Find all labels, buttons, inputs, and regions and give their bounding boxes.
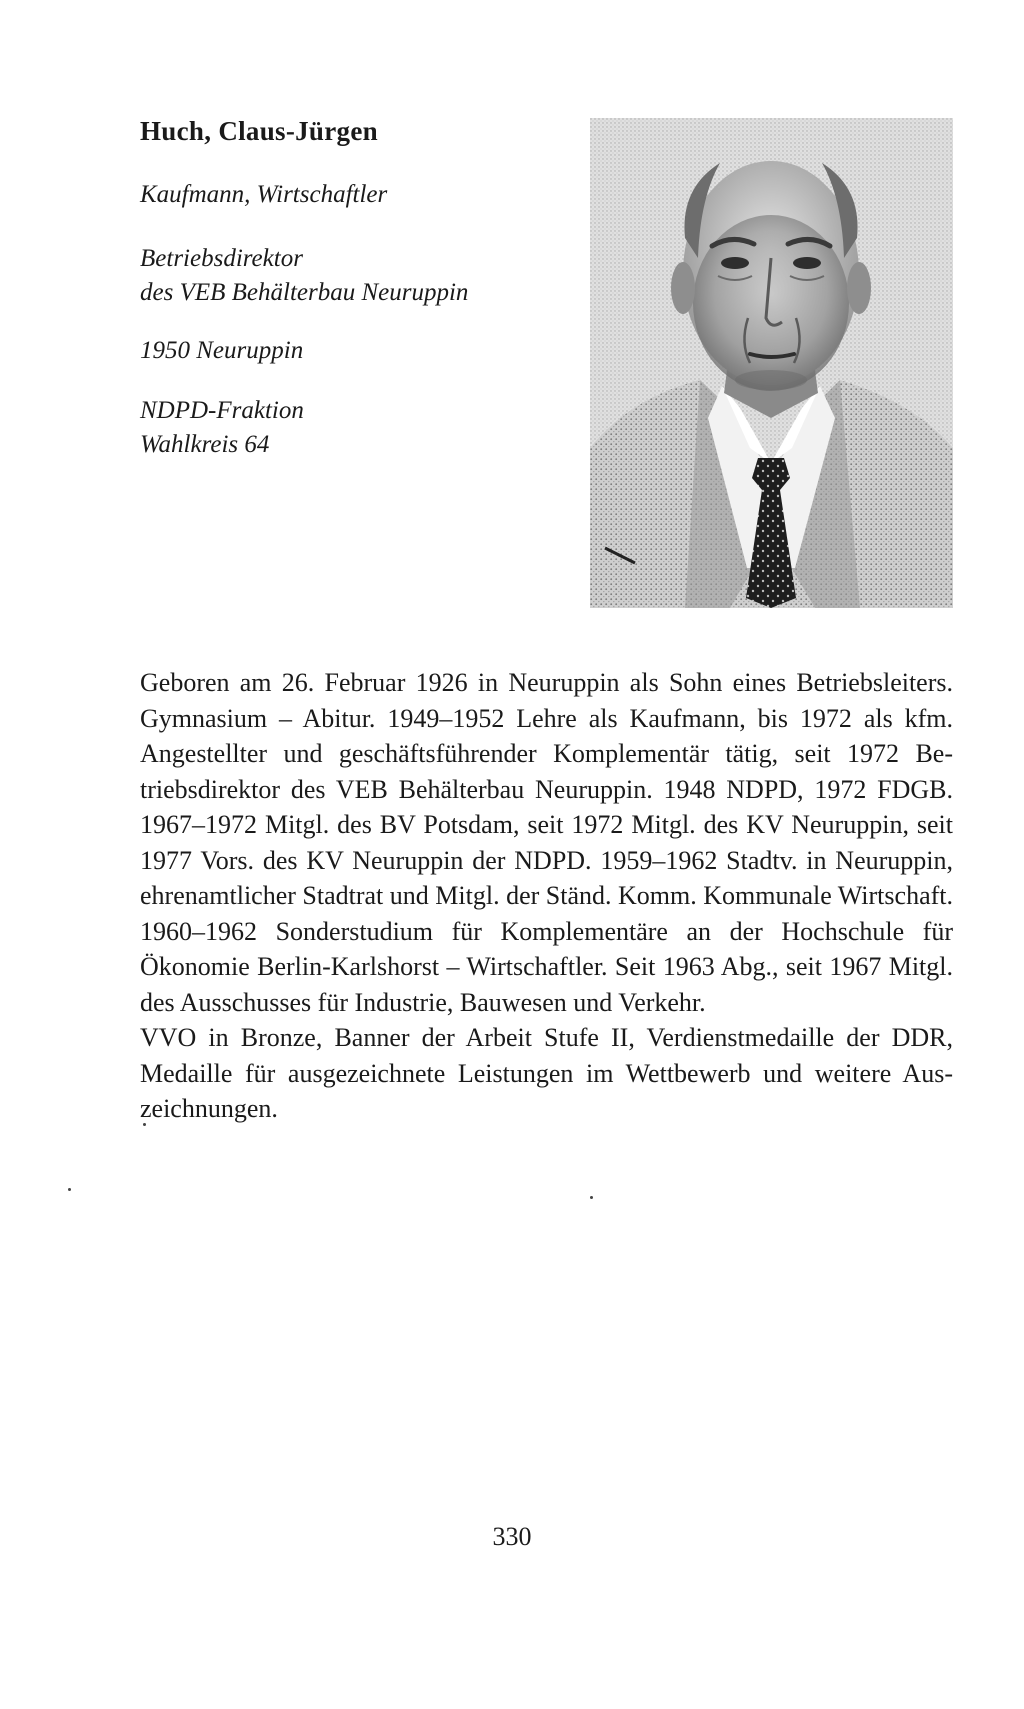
portrait-photo (590, 118, 953, 608)
constituency: Wahlkreis 64 (140, 431, 270, 458)
page-number: 330 (492, 1522, 532, 1551)
position-employer: des VEB Behälterbau Neuruppin (140, 279, 469, 306)
birth-info: 1950 Neuruppin (140, 337, 304, 364)
person-name: Huch, Claus-Jürgen (140, 116, 378, 146)
faction: NDPD-Fraktion (140, 397, 304, 424)
speck-mark (590, 1196, 593, 1199)
biography (140, 665, 953, 1127)
position-block (140, 242, 468, 310)
faction-block (140, 394, 304, 462)
speck-mark (68, 1188, 71, 1191)
biography-paragraph-career: Geboren am 26. Februar 1926 in Neuruppin als Sohn eines Betriebsleiters. Gymnasium – Abitur. 1949–1952 Lehre als Kaufmann, bis 1972 als kfm. Angestellter und geschäftsführender Komplementär tätig, seit 1972 Betriebsdirektor des VEB Behälterbau Neuruppin. 1948 NDPD, 1972 FDGB. 1967–1972 Mitgl. des BV Potsdam, seit 1972 Mitgl. des KV Neuruppin, seit 1977 Vors. des KV Neuruppin der NDPD. 1959–1962 Stadtv. in Neuruppin, ehrenamtlicher Stadtrat und Mitgl. der Ständ. Komm. Kommunale Wirtschaft. 1960–1962 Sonderstudium für Komplementäre an der Hochschule für Ökonomie Berlin-Karlshorst – Wirtschaftler. Seit 1963 Abg., seit 1967 Mitgl. des Ausschusses für Industrie, Bauwesen und Verkehr. (140, 668, 953, 1017)
biography-paragraph-awards: VVO in Bronze, Banner der Arbeit Stufe II, Verdienstmedaille der DDR, Medaille für ausgezeichnete Leistungen im Wettbewerb und weitere Auszeichnungen. (140, 1023, 953, 1123)
position-title: Betriebsdirektor (140, 245, 303, 272)
profession: Kaufmann, Wirtschaftler (140, 181, 388, 208)
speck-mark (143, 1123, 146, 1126)
